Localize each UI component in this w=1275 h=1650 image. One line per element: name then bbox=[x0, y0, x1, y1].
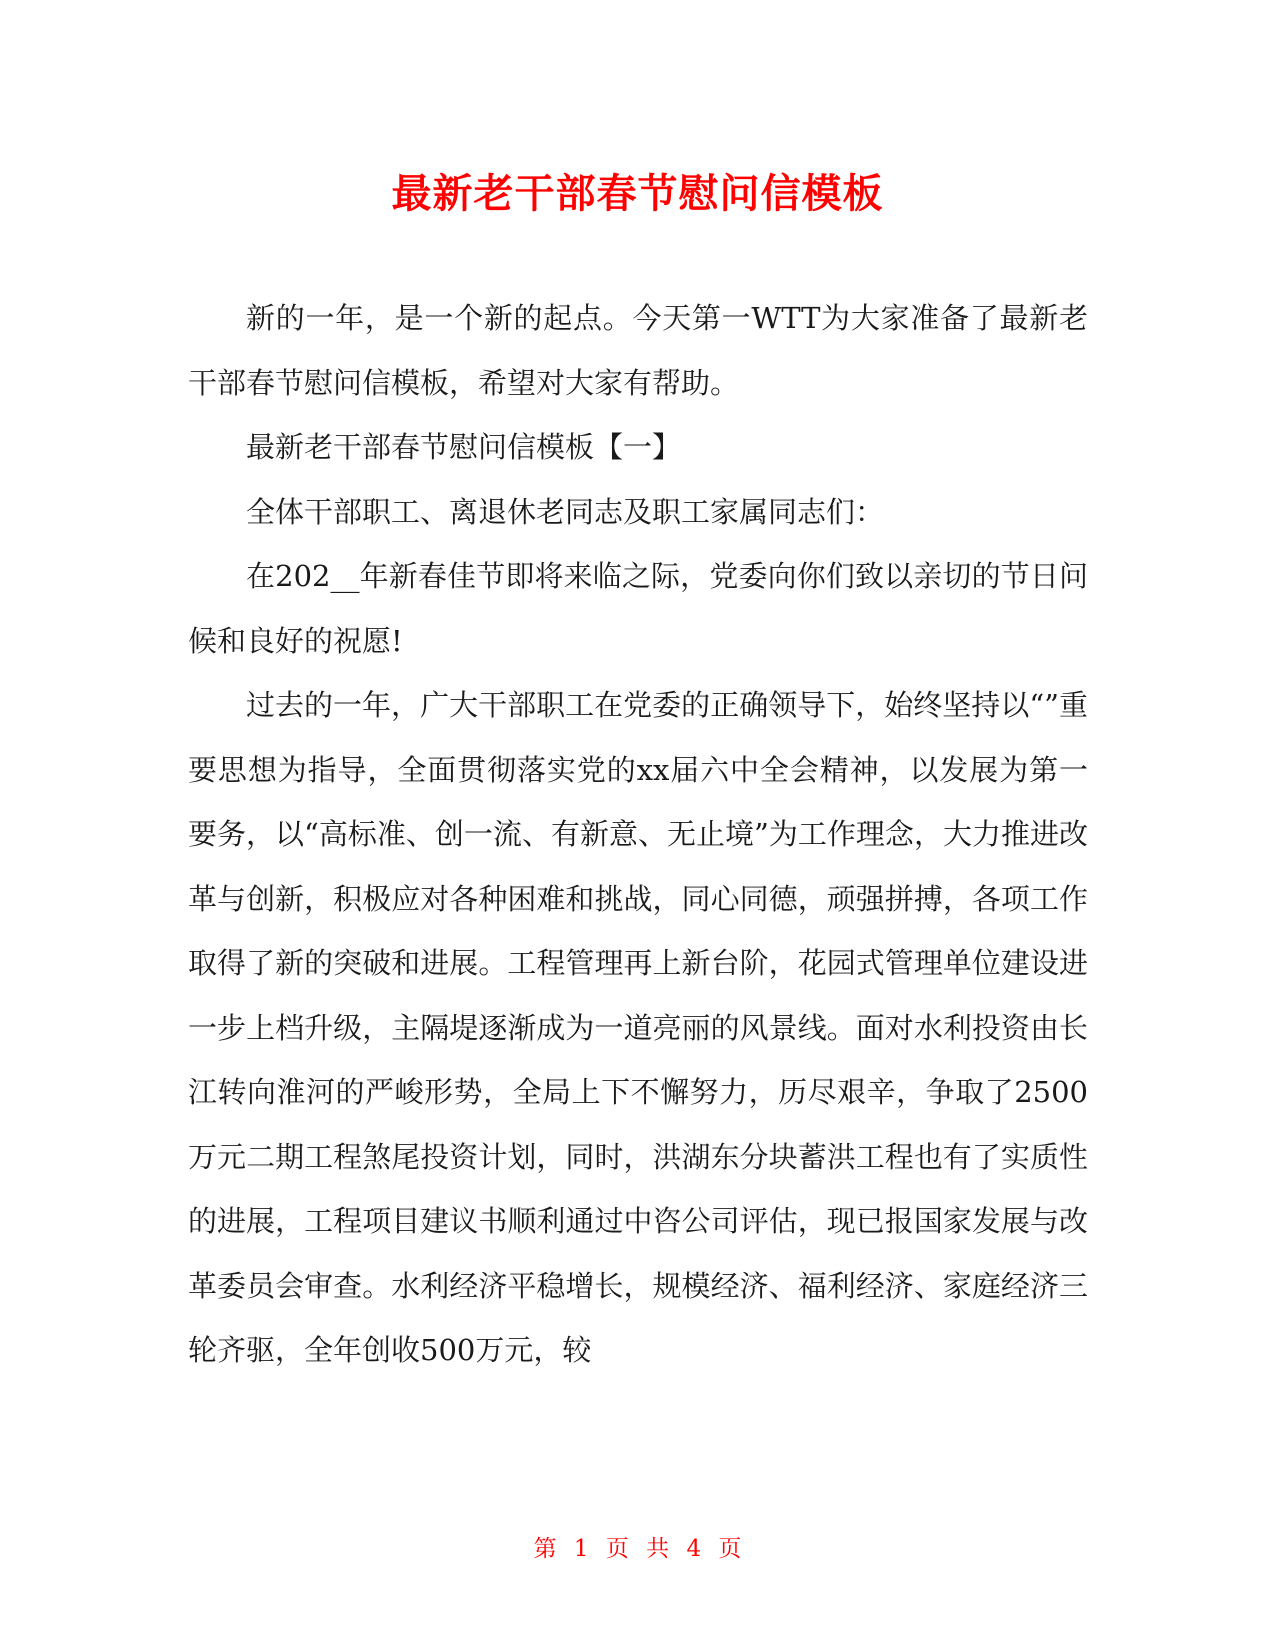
review-paragraph: 过去的一年，广大干部职工在党委的正确领导下，始终坚持以“”重要思想为指导，全面贯彻落实党的xx届六中全会精神，以发展为第一要务，以“高标准、创一流、有新意、无止境”为工作理念，大力推进改革与创新，积极应对各种困难和挑战，同心同德，顽强拼搏，各项工作取得了新的突破和进展。工程管理再上新台阶，花园式管理单位建设进一步上档升级，主隔堤逐渐成为一道亮丽的风景线。面对水利投资由长江转向淮河的严峻形势，全局上下不懈努力，历尽艰辛，争取了2500万元二期工程煞尾投资计划，同时，洪湖东分块蓄洪工程也有了实质性的进展，工程项目建议书顺利通过中咨公司评估，现已报国家发展与改革委员会审查。水利经济平稳增长，规模经济、福利经济、家庭经济三轮齐驱，全年创收500万元，较 bbox=[188, 688, 1088, 1367]
page-number-footer: 第 1 页 共 4 页 bbox=[533, 1536, 742, 1562]
intro-paragraph: 新的一年，是一个新的起点。今天第一WTT为大家准备了最新老干部春节慰问信模板，希望对大家有帮助。 bbox=[188, 301, 1088, 400]
document-title: 最新老干部春节慰问信模板 bbox=[391, 171, 884, 217]
document-body bbox=[188, 286, 1088, 1383]
salutation: 全体干部职工、离退休老同志及职工家属同志们： bbox=[246, 494, 885, 529]
greeting-paragraph: 在202__年新春佳节即将来临之际，党委向你们致以亲切的节日问候和良好的祝愿! bbox=[188, 559, 1088, 658]
section-heading: 最新老干部春节慰问信模板【一】 bbox=[246, 430, 682, 464]
